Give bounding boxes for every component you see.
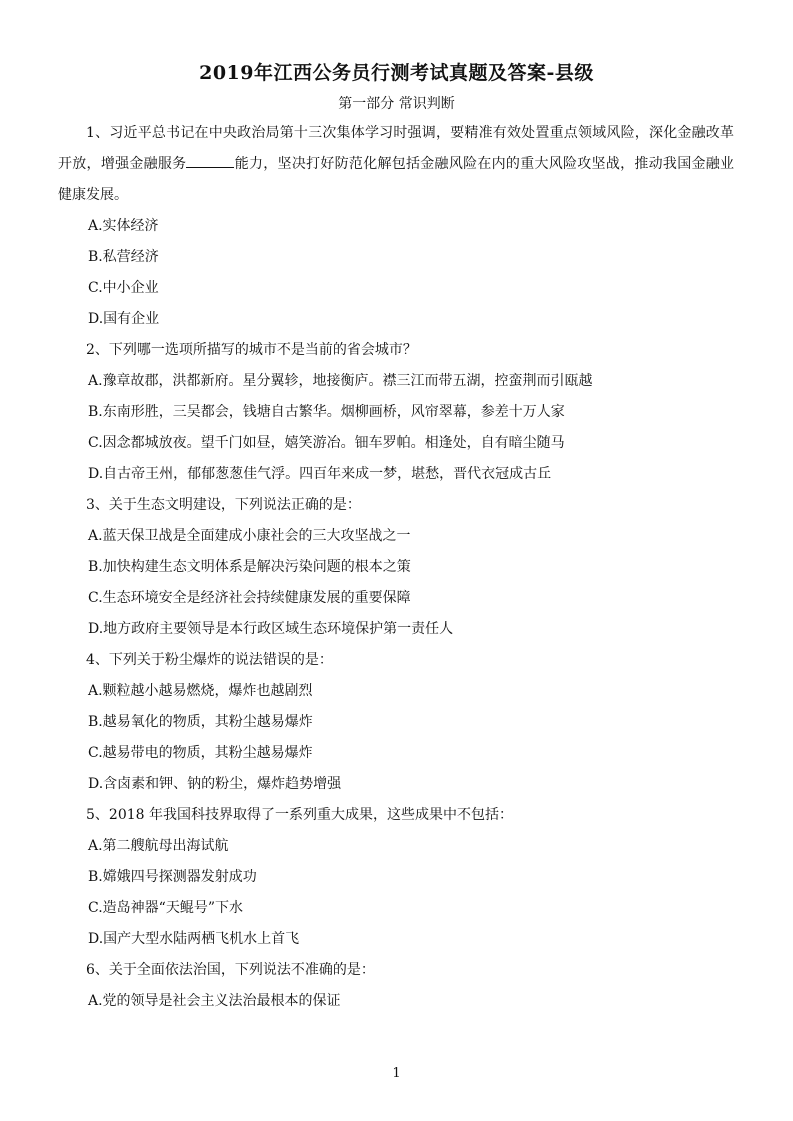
question-5 bbox=[58, 800, 734, 955]
question-stem: 2、下列哪一选项所描写的城市不是当前的省会城市？ bbox=[86, 342, 417, 358]
document-title: 2019年江西公务员行测考试真题及答案-县级 bbox=[199, 62, 594, 84]
option-c: C.造岛神器“天鲲号”下水 bbox=[88, 900, 243, 916]
option-d: D.地方政府主要领导是本行政区域生态环境保护第一责任人 bbox=[88, 621, 454, 637]
option-b: B.私营经济 bbox=[88, 249, 159, 265]
question-stem: 4、下列关于粉尘爆炸的说法错误的是： bbox=[86, 652, 333, 668]
question-3 bbox=[58, 490, 734, 645]
question-2 bbox=[58, 335, 734, 490]
question-stem: 3、关于生态文明建设，下列说法正确的是： bbox=[86, 497, 361, 513]
option-c: C.生态环境安全是经济社会持续健康发展的重要保障 bbox=[88, 590, 411, 606]
option-d: D.国产大型水陆两栖飞机水上首飞 bbox=[88, 931, 300, 947]
option-d: D.国有企业 bbox=[88, 311, 160, 327]
question-stem: 6、关于全面依法治国，下列说法不准确的是： bbox=[86, 962, 375, 978]
option-c: C.中小企业 bbox=[88, 280, 159, 296]
question-1 bbox=[58, 118, 734, 335]
fill-blank bbox=[186, 155, 234, 168]
option-b: B.越易氧化的物质，其粉尘越易爆炸 bbox=[88, 714, 313, 730]
option-a: A.实体经济 bbox=[88, 218, 159, 234]
option-d: D.自古帝王州，郁郁葱葱佳气浮。四百年来成一梦，堪愁，晋代衣冠成古丘 bbox=[88, 466, 552, 482]
question-stem: 1、习近平总书记在中央政治局第十三次集体学习时强调，要精准有效处置重点领域风险，深化金融改革开放，增强金融服务 能力，坚决打好防范化解包括金融风险在内的重大风险攻坚战，推动我国金融业健康发展。 bbox=[58, 125, 735, 203]
option-a: A.第二艘航母出海试航 bbox=[88, 838, 229, 854]
option-b: B.东南形胜，三吴都会，钱塘自古繁华。烟柳画桥，风帘翠幕，参差十万人家 bbox=[88, 404, 565, 420]
question-stem: 5、2018 年我国科技界取得了一系列重大成果，这些成果中不包括： bbox=[86, 807, 513, 823]
option-a: A.颗粒越小越易燃烧，爆炸也越剧烈 bbox=[88, 683, 313, 699]
question-4 bbox=[58, 645, 734, 800]
option-d: D.含卤素和钾、钠的粉尘，爆炸趋势增强 bbox=[88, 776, 342, 792]
option-a: A.党的领导是社会主义法治最根本的保证 bbox=[88, 993, 341, 1009]
page-number: 1 bbox=[392, 1066, 401, 1081]
option-b: B.加快构建生态文明体系是解决污染问题的根本之策 bbox=[88, 559, 411, 575]
option-c: C.因念都城放夜。望千门如昼，嬉笑游冶。钿车罗帕。相逢处，自有暗尘随马 bbox=[88, 435, 565, 451]
option-c: C.越易带电的物质，其粉尘越易爆炸 bbox=[88, 745, 313, 761]
option-a: A.蓝天保卫战是全面建成小康社会的三大攻坚战之一 bbox=[88, 528, 411, 544]
question-6 bbox=[58, 955, 734, 1017]
option-b: B.嫦娥四号探测器发射成功 bbox=[88, 869, 257, 885]
question-list bbox=[58, 118, 734, 1017]
option-a: A.豫章故郡，洪都新府。星分翼轸，地接衡庐。襟三江而带五湖，控蛮荆而引瓯越 bbox=[88, 373, 593, 389]
section-heading: 第一部分 常识判断 bbox=[338, 96, 455, 112]
